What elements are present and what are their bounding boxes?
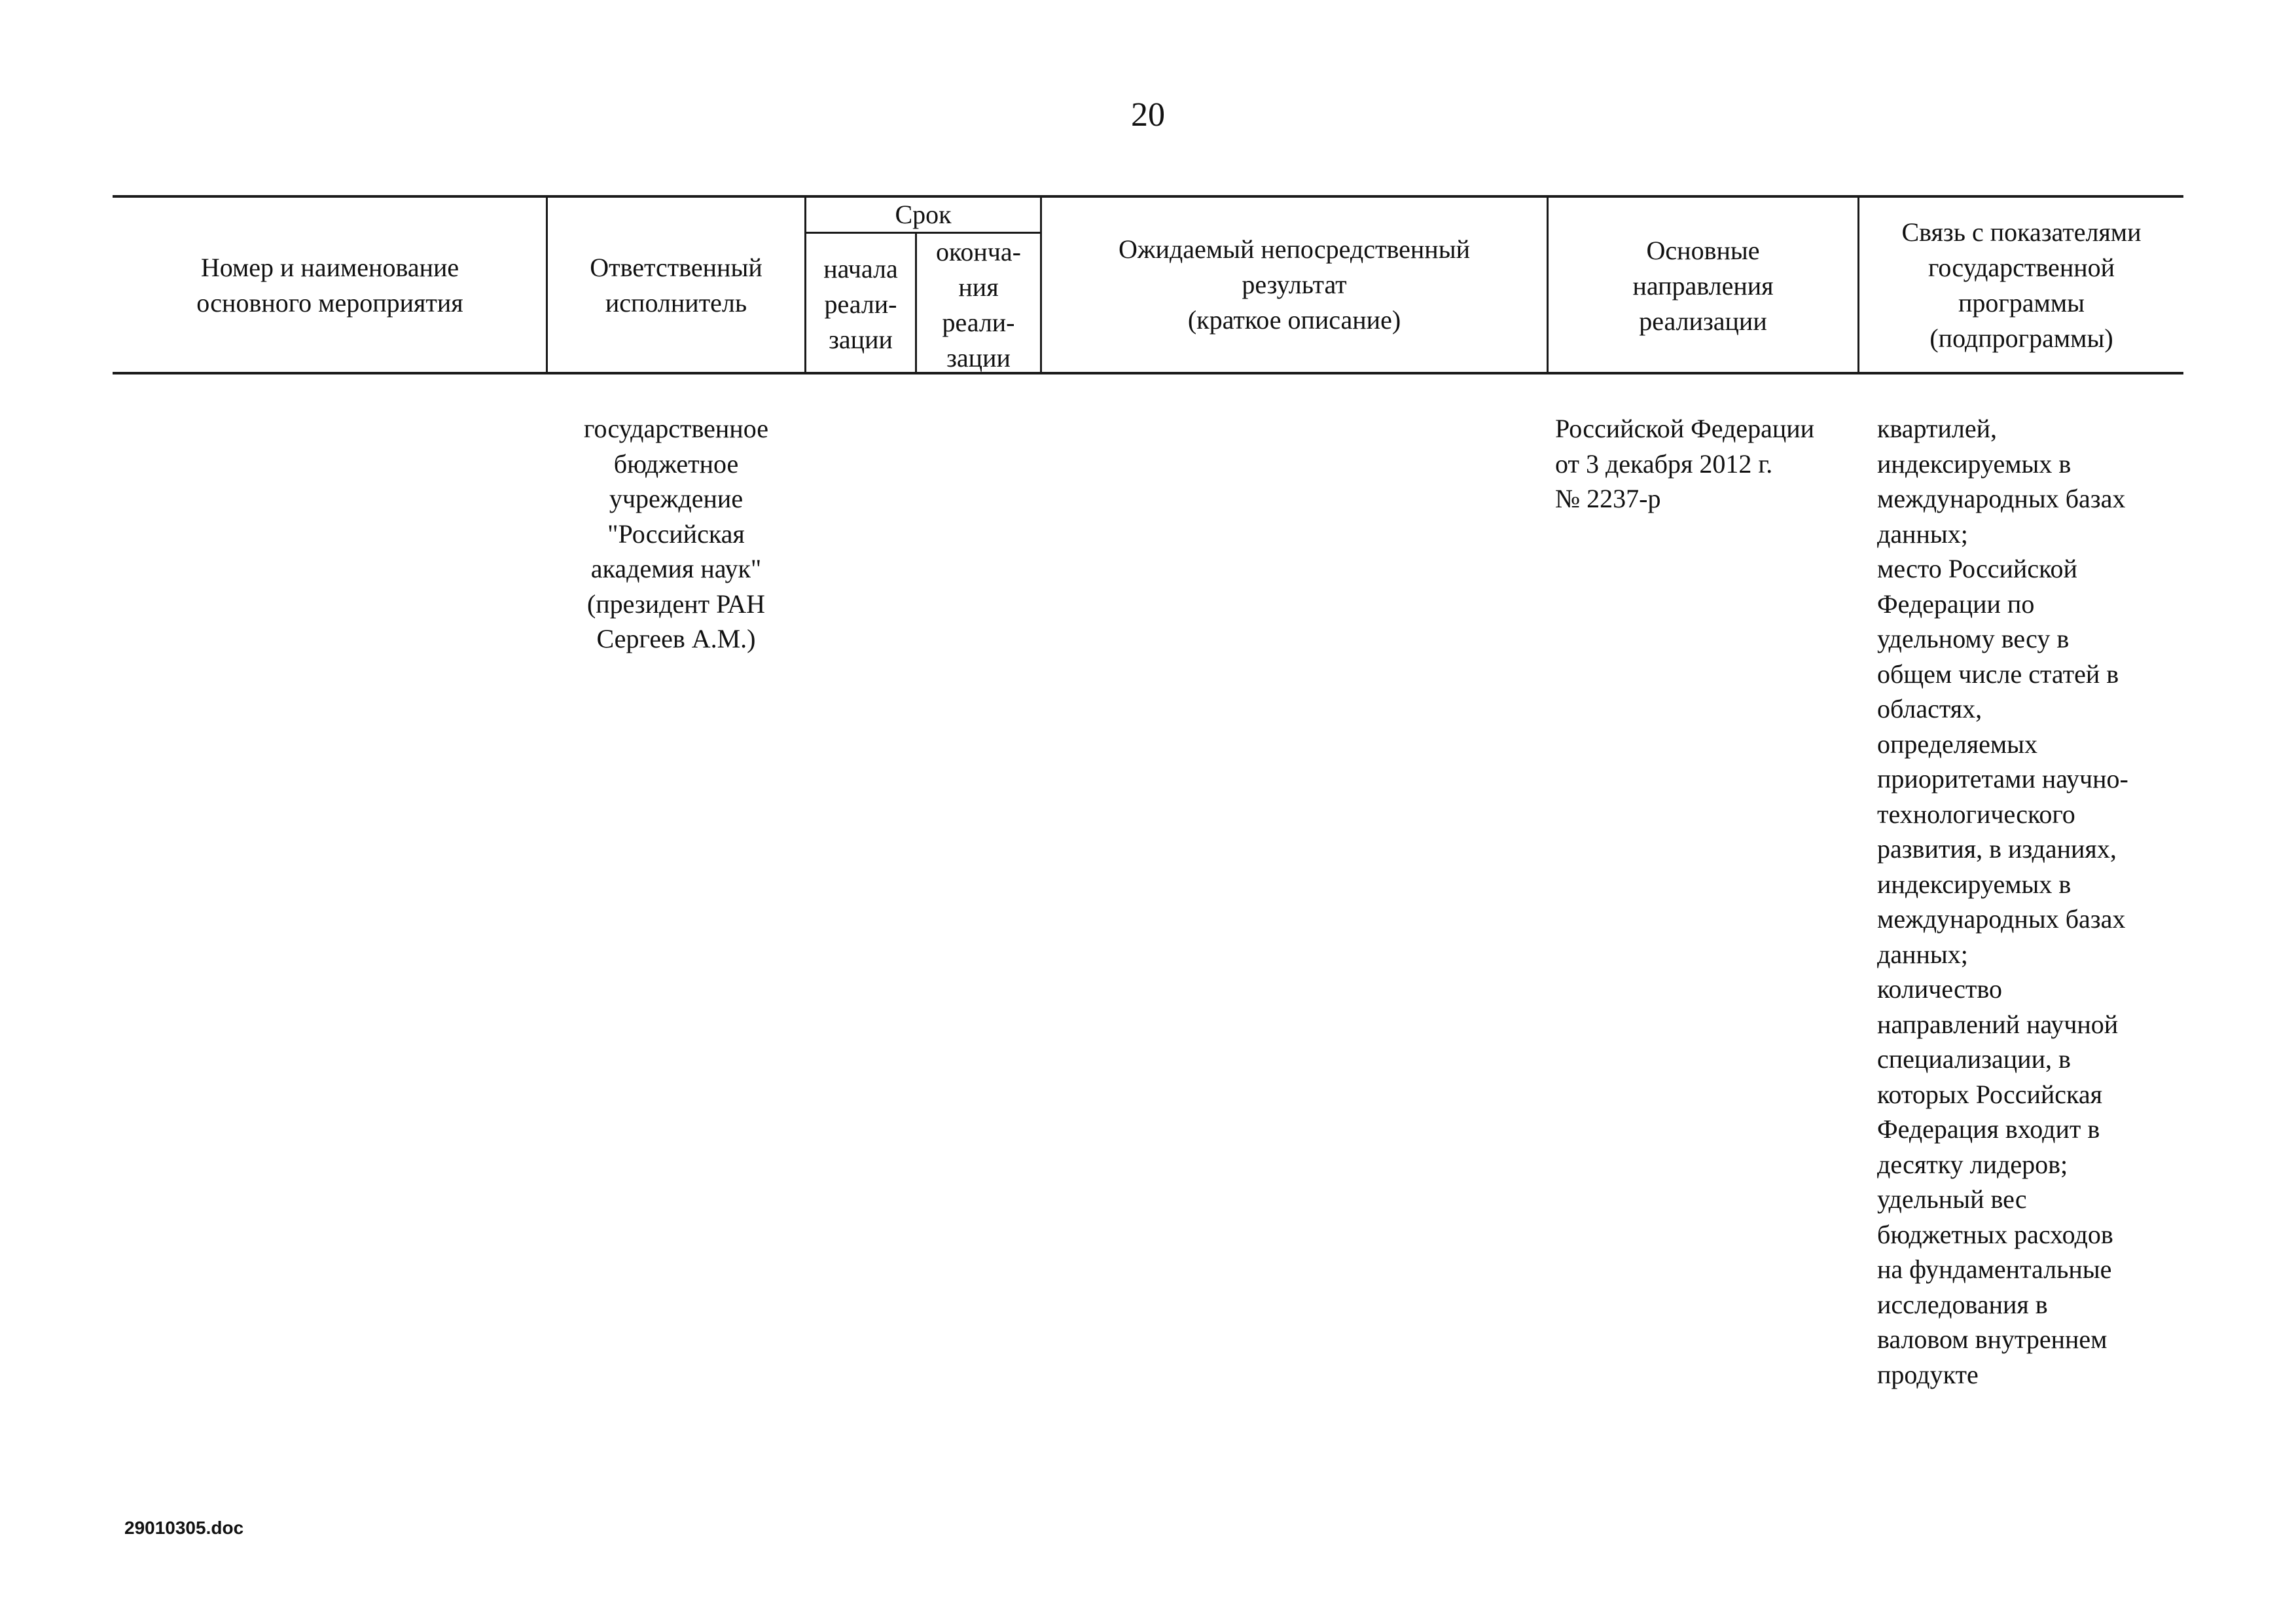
header-expected-result: Ожидаемый непосредственный результат (краткое описание) (1118, 234, 1470, 335)
footer-document-name: 29010305.doc (124, 1518, 244, 1538)
header-main-directions: Основные направления реализации (1632, 236, 1774, 336)
header-program-indicators: Связь с показателями государственной программы (подпрограммы) (1901, 217, 2142, 353)
header-responsible-executor: Ответственный исполнитель (590, 253, 762, 318)
cell-program-indicators: квартилей, индексируемых в международных базах данных; место Российской Федерации по удельному весу в общем числе статей в областях, определяемых приоритетами научно- технологического развития, в изданиях, индексируемых в международных базах данных; количество направлений научной специализации, в которых Российская Федерация входит в десятку лидеров; удельный вес бюджетных расходов на фундаментальные исследования в валовом внутреннем продукте (1877, 414, 2128, 1389)
header-end-date: оконча- ния реали- зации (936, 237, 1021, 373)
header-start-date: начала реали- зации (823, 254, 898, 354)
table-header-bottom-border (113, 372, 2183, 374)
header-event-name: Номер и наименование основного мероприятия (196, 253, 463, 318)
column-divider (546, 195, 548, 373)
table-top-border (113, 195, 2183, 198)
cell-responsible-executor: государственное бюджетное учреждение "Российская академия наук" (президент РАН Сергеев А.М.) (584, 414, 768, 653)
header-term-group: Срок (895, 200, 952, 229)
page-number: 20 (1131, 96, 1165, 134)
term-subheader-divider (806, 232, 1041, 234)
cell-main-directions: Российской Федерации от 3 декабря 2012 г. № 2237-р (1555, 414, 1815, 513)
